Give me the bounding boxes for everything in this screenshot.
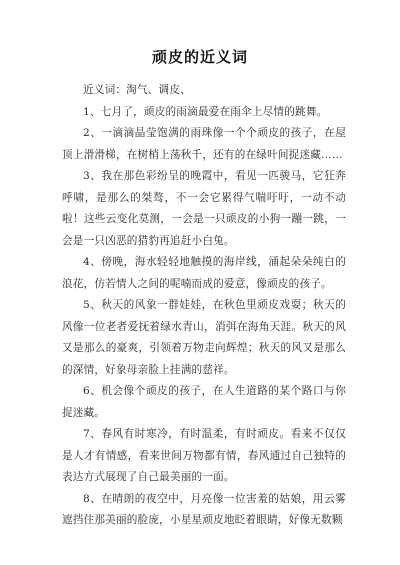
synonym-list: 近义词：淘气、调皮、: [83, 84, 191, 96]
example-sentence-1: 1、七月了，顽皮的雨滴最爱在雨伞上尽情的跳舞。: [83, 105, 328, 118]
example-sentence-7: 7、春风有时寒冷，有时温柔，有时顽皮。看来不仅仅是人才有情感，看来世间万物都有情，春风通过自己独特的表达方式展现了自己最美丽的一面。: [62, 428, 346, 483]
document-title: 顽皮的近义词: [151, 48, 248, 66]
example-sentence-3: 3、我在那色彩纷呈的晚霞中，看见一匹骏马，它狂奔呼啸，是那么的桀骜，不一会它累得气喘吁吁，一动不动啦！这些云变化莫测，一会是一只顽皮的小狗一蹦一跳，一会是一只凶恶的猎豹再追赶小白兔。: [62, 170, 346, 247]
document-body: [62, 80, 346, 532]
example-sentence-5: 5、秋天的风象一群娃娃，在秋色里顽皮戏耍；秋天的风像一位老者爱抚着绿水青山，消弭在海角天涯。秋天的风又是那么的豪爽，引领着万物走向辉煌；秋天的风又是那么的深情，好象母亲脸上挂满的慈祥。: [62, 299, 346, 376]
example-sentence-6: 6、机会像个顽皮的孩子，在人生道路的某个路口与你捉迷藏。: [62, 385, 346, 419]
example-sentence-2: 2、一滴滴晶莹饱满的雨珠像一个个顽皮的孩子，在屋顶上滑滑梯，在树梢上荡秋千，还有的在绿叶间捉迷藏……: [62, 127, 346, 161]
example-sentence-8: 8、在晴朗的夜空中，月亮像一位害羞的姑娘，用云雾遮挡住那美丽的脸庞，小星星顽皮地眨着眼睛，好像无数颗: [62, 492, 346, 526]
example-sentence-4: 4、傍晚，海水轻轻地触摸的海岸线，涌起朵朵纯白的浪花，仿若情人之间的呢喃而成的爱意，像顽皮的孩子。: [62, 256, 346, 290]
